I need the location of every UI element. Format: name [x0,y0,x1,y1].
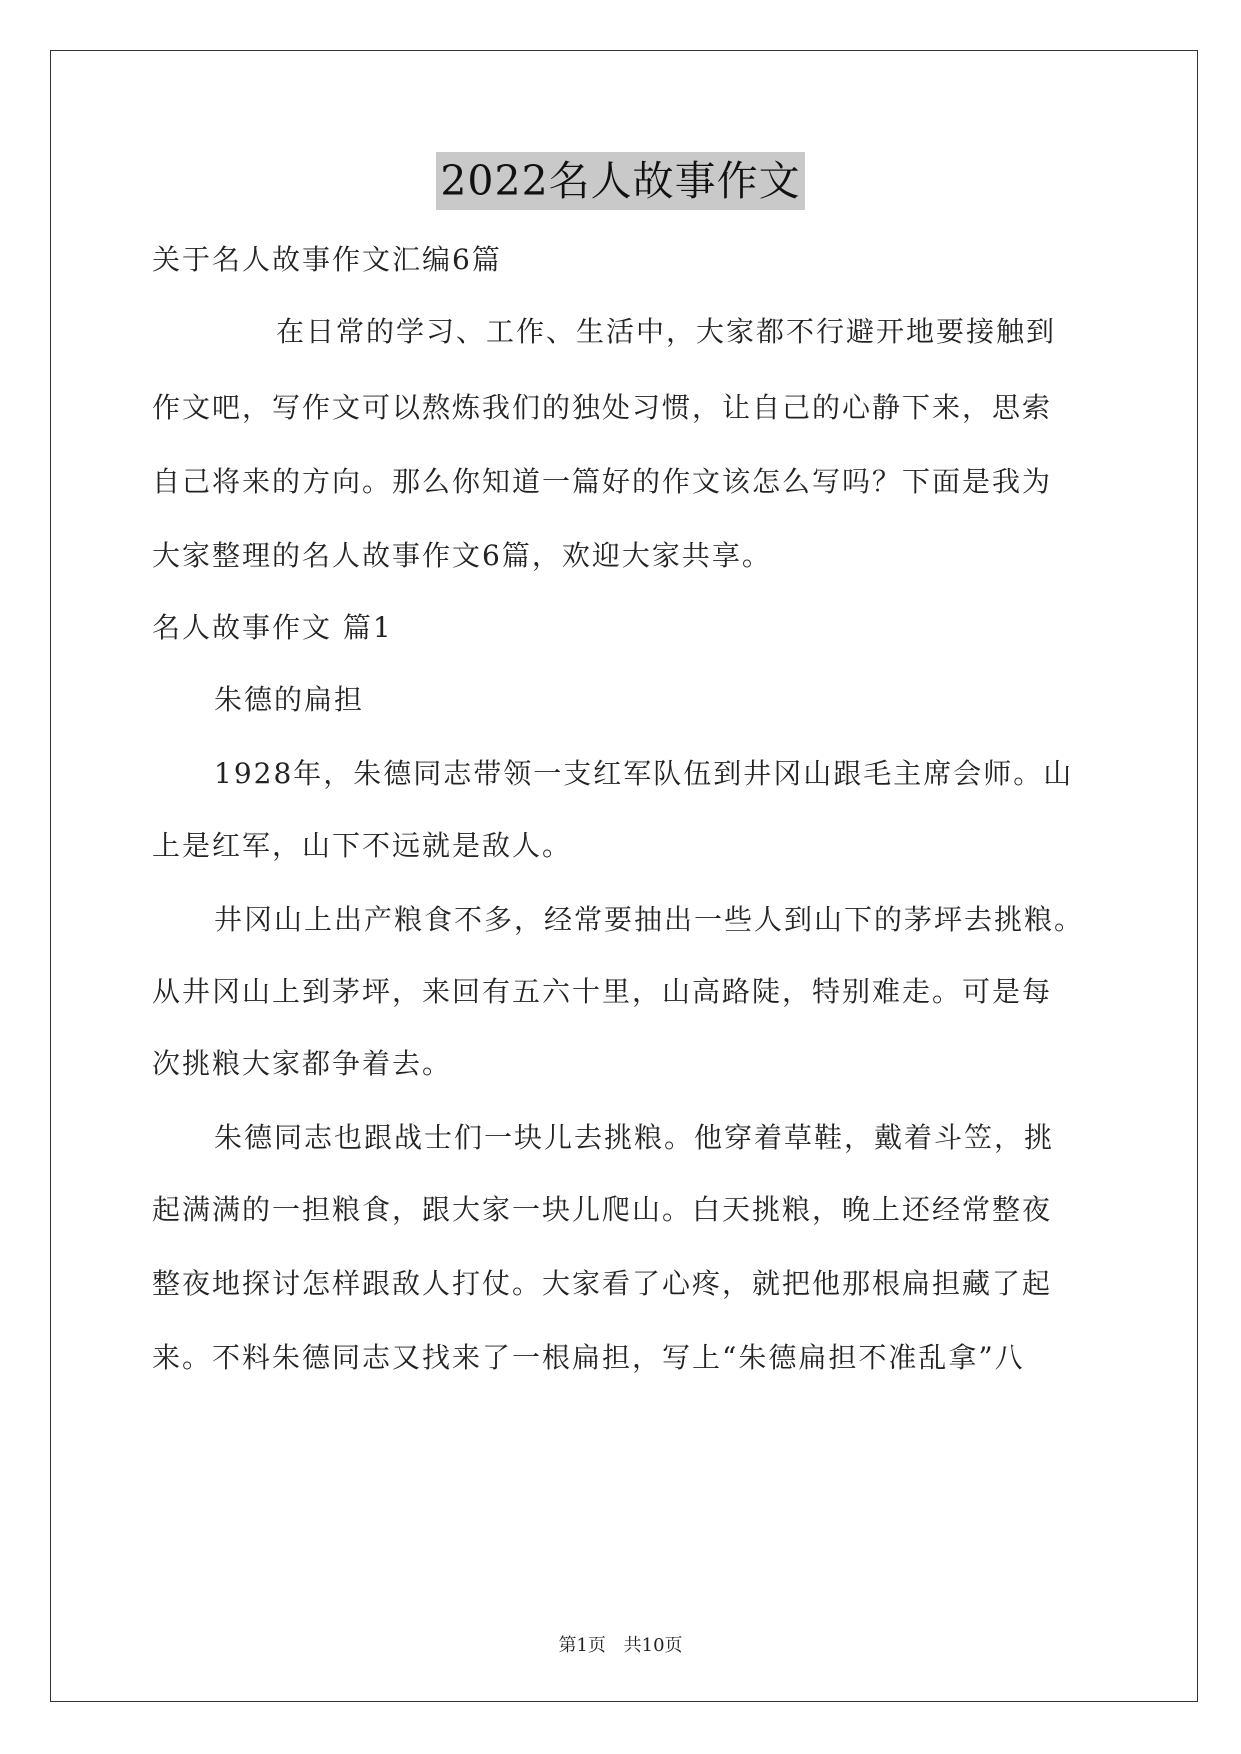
story-title: 朱德的扁担 [214,683,365,716]
page-footer [0,1634,1241,1658]
paragraph-line: 朱德同志也跟战士们一块儿去挑粮。他穿着草鞋，戴着斗笠，挑 [214,1121,1055,1154]
paragraph-line: 作文吧，写作文可以熬炼我们的独处习惯，让自己的心静下来，思索 [152,391,1053,424]
paragraph-line: 自己将来的方向。那么你知道一篇好的作文该怎么写吗？下面是我为 [152,465,1053,498]
paragraph-line: 次挑粮大家都争着去。 [152,1047,453,1080]
paragraph-line: 1928年，朱德同志带领一支红军队伍到井冈山跟毛主席会师。山 [214,757,1074,790]
paragraph-line: 起满满的一担粮食，跟大家一块儿爬山。白天挑粮，晚上还经常整夜 [152,1193,1053,1226]
paragraph-line: 从井冈山上到茅坪，来回有五六十里，山高路陡，特别难走。可是每 [152,975,1053,1008]
page-border [50,50,1198,1702]
title-container [0,152,1241,210]
paragraph-line: 在日常的学习、工作、生活中，大家都不行避开地要接触到 [276,315,1057,348]
paragraph-line: 上是红军，山下不远就是敌人。 [152,829,573,862]
paragraph-line: 井冈山上出产粮食不多，经常要抽出一些人到山下的茅坪去挑粮。 [214,903,1085,936]
page-total: 共10页 [623,1635,683,1656]
paragraph-line: 大家整理的名人故事作文6篇，欢迎大家共享。 [152,539,772,572]
subtitle-line: 关于名人故事作文汇编6篇 [152,243,502,276]
page-number: 第1页 [558,1635,606,1656]
section-heading: 名人故事作文 篇1 [152,611,393,644]
document-title: 2022名人故事作文 [436,152,804,210]
paragraph-line: 来。不料朱德同志又找来了一根扁担，写上“朱德扁担不准乱拿”八 [152,1341,1025,1374]
paragraph-line: 整夜地探讨怎样跟敌人打仗。大家看了心疼，就把他那根扁担藏了起 [152,1267,1053,1300]
